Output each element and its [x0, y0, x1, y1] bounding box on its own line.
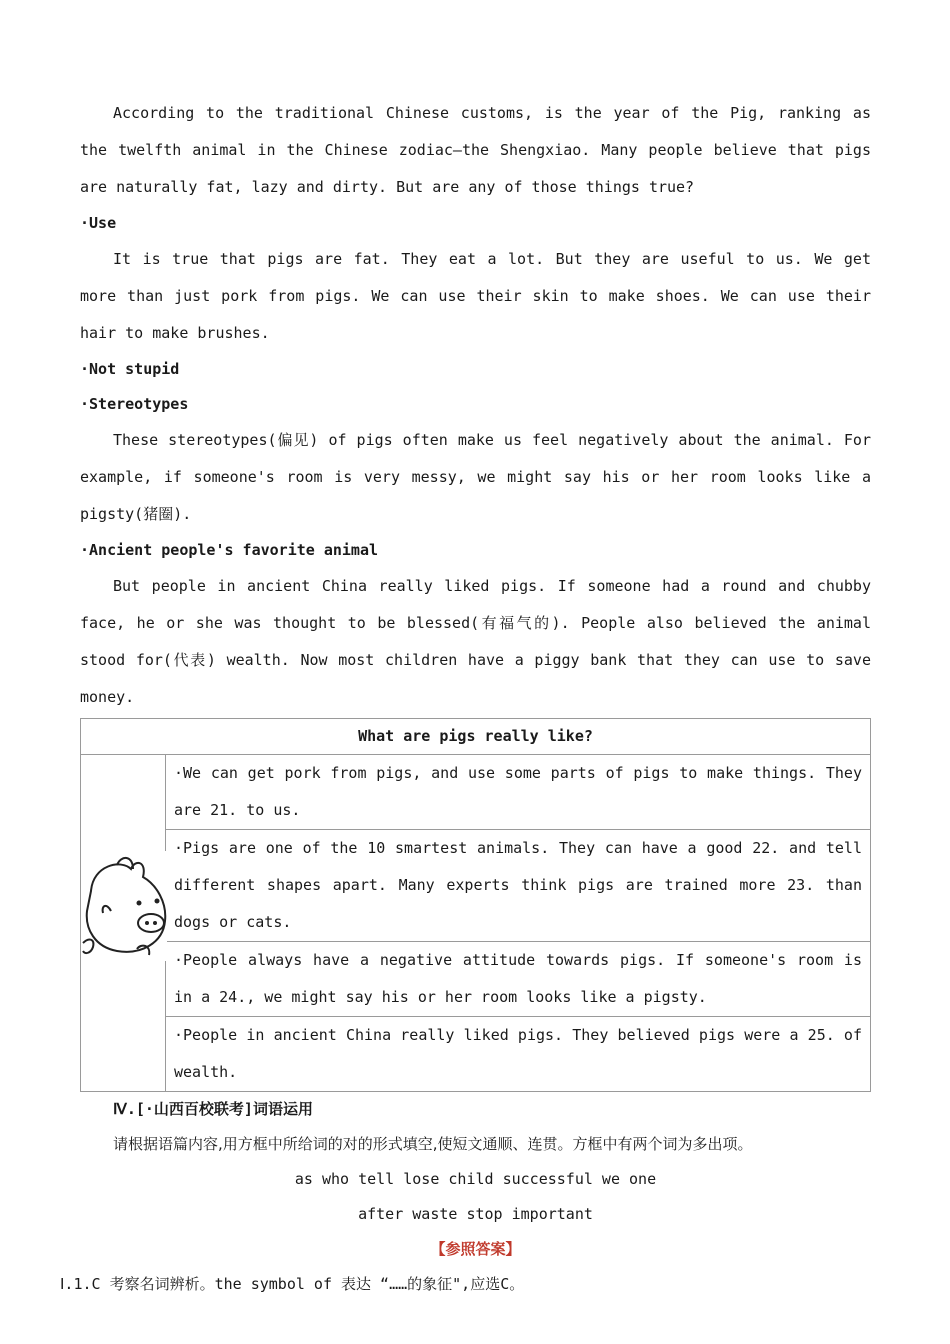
section-iv-instructions: 请根据语篇内容,用方框中所给词的对的形式填空,使短文通顺、连贯。方框中有两个词为多出项。 [113, 1135, 753, 1153]
ancient-paragraph: But people in ancient China really liked pigs. If someone had a round and chubby face, he or she was thought to be blessed(有福气的). People also believed the animal stood for(代表) wealth. Now most children have a piggy bank that they can use to save money. [80, 577, 871, 706]
table-row-3: ·People always have a negative attitude towards pigs. If someone's room is in a 24., we might say his or her room looks like a pigsty. [166, 942, 871, 1017]
table-row-1: ·We can get pork from pigs, and use some parts of pigs to make things. They are 21. to us. [166, 755, 871, 830]
table-image-cell [81, 755, 166, 1092]
heading-use: ·Use [80, 214, 117, 232]
heading-ancient: ·Ancient people's favorite animal [80, 541, 379, 559]
table-row-2: ·Pigs are one of the 10 smartest animals. They can have a good 22. and tell different shapes apart. Many experts think pigs are trained more 23. than dogs or cats. [166, 830, 871, 942]
section-iv-title: Ⅳ.[·山西百校联考]词语运用 [113, 1100, 313, 1118]
use-paragraph: It is true that pigs are fat. They eat a lot. But they are useful to us. We get more than just pork from pigs. We can use their skin to make shoes. We can use their hair to make brushes. [80, 250, 871, 342]
answer-heading: 【参照答案】 [430, 1240, 521, 1258]
word-box-line-1: as who tell lose child successful we one [294, 1170, 657, 1188]
heading-not-stupid: ·Not stupid [80, 360, 180, 378]
cartoon-pig-icon [81, 851, 167, 961]
table-row-4: ·People in ancient China really liked pigs. They believed pigs were a 25. of wealth. [166, 1017, 871, 1092]
section-iv [60, 1092, 871, 1302]
intro-paragraph: According to the traditional Chinese customs, is the year of the Pig, ranking as the twelfth animal in the Chinese zodiac—the Shengxiao. Many people believe that pigs are naturally fat, lazy and dirty. But are any of those things true? [80, 104, 871, 196]
answer-line-1: Ⅰ.1.C 考察名词辨析。the symbol of 表达 “……的象征",应选C。 [60, 1275, 525, 1293]
document-page [60, 95, 871, 1302]
table-title: What are pigs really like? [81, 719, 871, 755]
word-box-line-2: after waste stop important [358, 1205, 593, 1223]
heading-stereotypes: ·Stereotypes [80, 395, 189, 413]
stereotypes-paragraph: These stereotypes(偏见) of pigs often make us feel negatively about the animal. For example, if someone's room is very messy, we might say his or her room looks like a pigsty(猪圈). [80, 431, 871, 523]
pigs-table [80, 718, 871, 1092]
